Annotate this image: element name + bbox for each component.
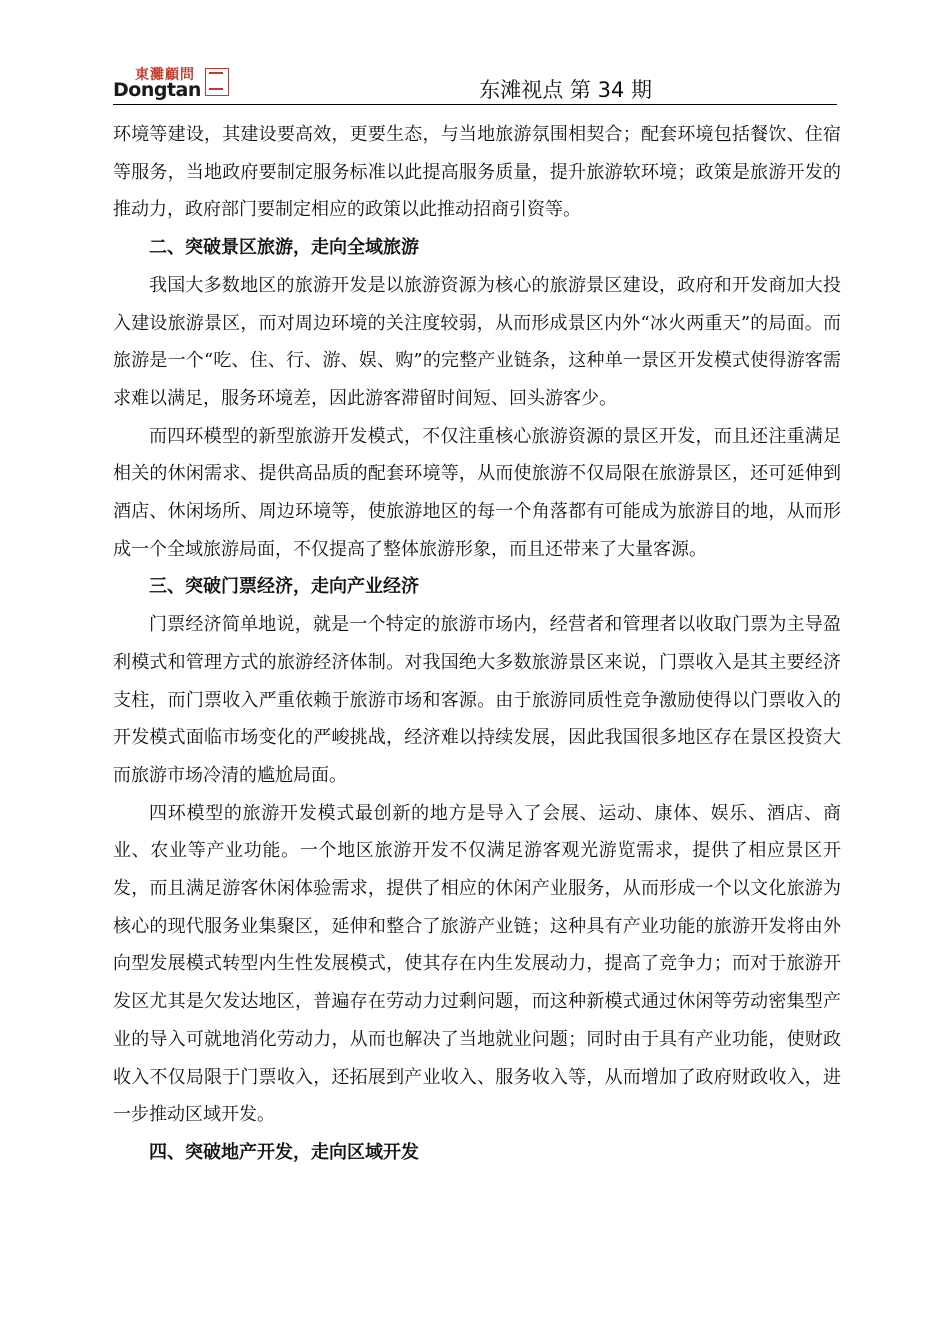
paragraph: 而四环模型的新型旅游开发模式，不仅注重核心旅游资源的景区开发，而且还注重满足相关的休闲需求、提供高品质的配套环境等，从而使旅游不仅局限在旅游景区，还可延伸到酒店、休闲场所、周边环境等，使旅游地区的每一个角落都有可能成为旅游目的地，从而形成一个全域旅游局面，不仅提高了整体旅游形象，而且还带来了大量客源。 [113, 425, 841, 560]
issue-title: 东滩视点 第 34 期 [479, 78, 652, 102]
dongtan-logo [113, 64, 233, 104]
seal-stamp-icon [205, 68, 229, 96]
page-header [113, 62, 837, 106]
paragraph: 我国大多数地区的旅游开发是以旅游资源为核心的旅游景区建设，政府和开发商加大投入建设旅游景区，而对周边环境的关注度较弱，从而形成景区内外“冰火两重天”的局面。而旅游是一个“吃、住、行、游、娱、购”的完整产业链条，这种单一景区开发模式使得游客需求难以满足，服务环境差，因此游客滞留时间短、回头游客少。 [113, 274, 841, 409]
paragraph: 环境等建设，其建设要高效，更要生态，与当地旅游氛围相契合；配套环境包括餐饮、住宿等服务，当地政府要制定服务标准以此提高服务质量，提升旅游软环境；政策是旅游开发的推动力，政府部门要制定相应的政策以此推动招商引资等。 [113, 124, 841, 221]
section-heading: 二、突破景区旅游，走向全域旅游 [149, 237, 419, 259]
logo-english-text: Dongtan [113, 79, 201, 101]
section-heading: 四、突破地产开发，走向区域开发 [149, 1141, 419, 1163]
header-divider [113, 104, 837, 105]
logo-chinese-text: 東灘顧問 [135, 67, 195, 83]
article-body [113, 116, 841, 1172]
section-heading: 三、突破门票经济，走向产业经济 [149, 576, 419, 598]
paragraph: 四环模型的旅游开发模式最创新的地方是导入了会展、运动、康体、娱乐、酒店、商业、农业等产业功能。一个地区旅游开发不仅满足游客观光游览需求，提供了相应景区开发，而且满足游客休闲体验需求，提供了相应的休闲产业服务，从而形成一个以文化旅游为核心的现代服务业集聚区，延伸和整合了旅游产业链；这种具有产业功能的旅游开发将由外向型发展模式转型内生性发展模式，使其存在内生发展动力，提高了竞争力；而对于旅游开发区尤其是欠发达地区，普遍存在劳动力过剩问题，而这种新模式通过休闲等劳动密集型产业的导入可就地消化劳动力，从而也解决了当地就业问题；同时由于具有产业功能，使财政收入不仅局限于门票收入，还拓展到产业收入、服务收入等，从而增加了政府财政收入，进一步推动区域开发。 [113, 802, 841, 1126]
paragraph: 门票经济简单地说，就是一个特定的旅游市场内，经营者和管理者以收取门票为主导盈利模式和管理方式的旅游经济体制。对我国绝大多数旅游景区来说，门票收入是其主要经济支柱，而门票收入严重依赖于旅游市场和客源。由于旅游同质性竞争激励使得以门票收入的开发模式面临市场变化的严峻挑战，经济难以持续发展，因此我国很多地区存在景区投资大而旅游市场冷清的尴尬局面。 [113, 614, 841, 786]
